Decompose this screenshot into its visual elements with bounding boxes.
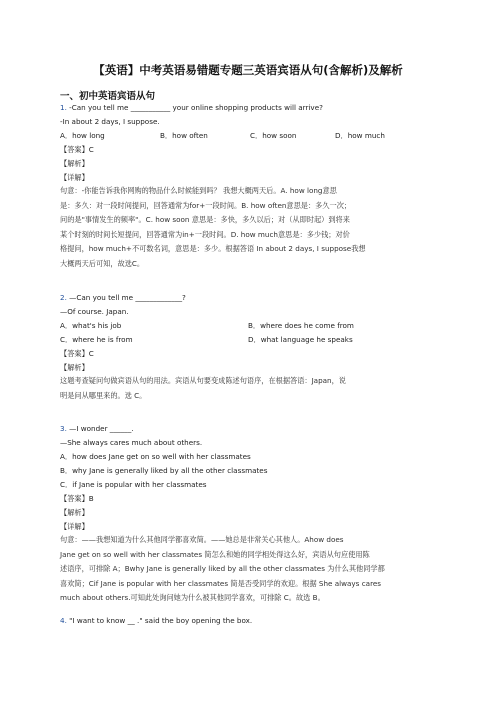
question-2-option-d: D．what language he speaks xyxy=(248,335,353,344)
section-heading: 一、初中英语宾语从句 xyxy=(60,91,156,102)
question-3-option-a: A．how does Jane get on so well with her classmates xyxy=(60,452,251,461)
question-2-option-a: A．what's his job xyxy=(60,321,122,330)
question-3-reply: —She always cares much about others. xyxy=(60,438,203,447)
explanation-line: 句意：-你能告诉我你网购的物品什么时候能到吗？ 我想大概两天后。A. how long意思 xyxy=(60,186,337,195)
question-1-reply: -In about 2 days, I suppose. xyxy=(60,117,160,126)
question-2-number: 2. xyxy=(60,293,67,302)
question-1-option-d: D．how much xyxy=(335,131,385,140)
question-1-option-c: C．how soon xyxy=(250,131,297,140)
question-3-option-b: B．why Jane is generally liked by all the other classmates xyxy=(60,466,268,475)
question-3-answer: 【答案】B xyxy=(60,494,94,503)
explanation-line: 某个时刻的时间长短提问，回答通常为in+一段时间。D. how much意思是：多少钱；对价 xyxy=(60,229,350,239)
question-4-number: 4. xyxy=(60,616,67,625)
explanation-line: 大概两天后可知，故选C。 xyxy=(60,258,145,268)
question-3-detail-label: 【详解】 xyxy=(60,522,89,531)
question-3-option-c: C．if Jane is popular with her classmates xyxy=(60,480,207,489)
explanation-line: 明是问从哪里来的。选 C。 xyxy=(60,390,147,400)
question-3-explanation xyxy=(60,533,440,606)
question-1-number: 1. xyxy=(60,103,67,112)
question-1-answer: 【答案】C xyxy=(60,145,94,154)
question-2-reply: —Of course. Japan. xyxy=(60,307,129,316)
question-3-stem xyxy=(60,424,134,433)
explanation-line: 这题考查疑问句做宾语从句的用法。宾语从句要变成陈述句语序，在根据答语：Japan，说 xyxy=(60,376,346,385)
question-4-text: "I want to know __ ." said the boy opening the box. xyxy=(69,616,253,625)
explanation-line: 述语序，可排除 A；Bwhy Jane is generally liked by all the other classmates 为什么其他同学都 xyxy=(60,564,385,573)
question-2-stem xyxy=(60,293,186,302)
question-1-text: -Can you tell me ___________ your online shopping products will arrive? xyxy=(69,103,323,112)
question-2-option-b: B．where does he come from xyxy=(248,321,354,330)
document-title: 【英语】中考英语易错题专题三英语宾语从句(含解析)及解析 xyxy=(93,63,403,77)
question-3-number: 3. xyxy=(60,424,67,433)
question-2-explanation xyxy=(60,374,440,403)
question-1-option-a: A．how long xyxy=(60,131,105,140)
question-4-stem xyxy=(60,616,252,625)
explanation-line: 问的是"事情发生的频率"。C. how soon 意思是：多快，多久以后；对（从即时起）到将来 xyxy=(60,215,350,224)
question-2-answer: 【答案】C xyxy=(60,349,94,358)
question-2-analysis-label: 【解析】 xyxy=(60,363,89,372)
question-1-explanation xyxy=(60,184,440,271)
question-2-option-c: C．where he is from xyxy=(60,335,133,344)
explanation-line: 句意：——我想知道为什么其他同学都喜欢简。——她总是非常关心其他人。Ahow does xyxy=(60,535,344,544)
question-1-stem xyxy=(60,103,323,112)
question-1-detail-label: 【详解】 xyxy=(60,173,89,182)
question-1-option-b: B．how often xyxy=(160,131,208,140)
question-1-analysis-label: 【解析】 xyxy=(60,159,89,168)
question-2-text: —Can you tell me _____________? xyxy=(69,293,186,302)
question-3-text: —I wonder ______. xyxy=(69,424,134,433)
explanation-line: 是：多久：对一段时间提问，回答通常为for+一段时间。B. how often意思是：多久一次； xyxy=(60,200,352,210)
explanation-line: Jane get on so well with her classmates 简怎么和她的同学相处得这么好，宾语从句应使用陈 xyxy=(60,549,370,559)
explanation-line: much about others.可知此处询问她为什么被其他同学喜欢，可排除 C。故选 B。 xyxy=(60,593,325,602)
question-3-analysis-label: 【解析】 xyxy=(60,508,89,517)
explanation-line: 格提问，how much+不可数名词，意思是：多少。根据答语 In about 2 days, I suppose我想 xyxy=(60,244,366,253)
explanation-line: 喜欢简；Cif Jane is popular with her classmates 简是否受同学的欢迎。根据 She always cares xyxy=(60,578,382,588)
